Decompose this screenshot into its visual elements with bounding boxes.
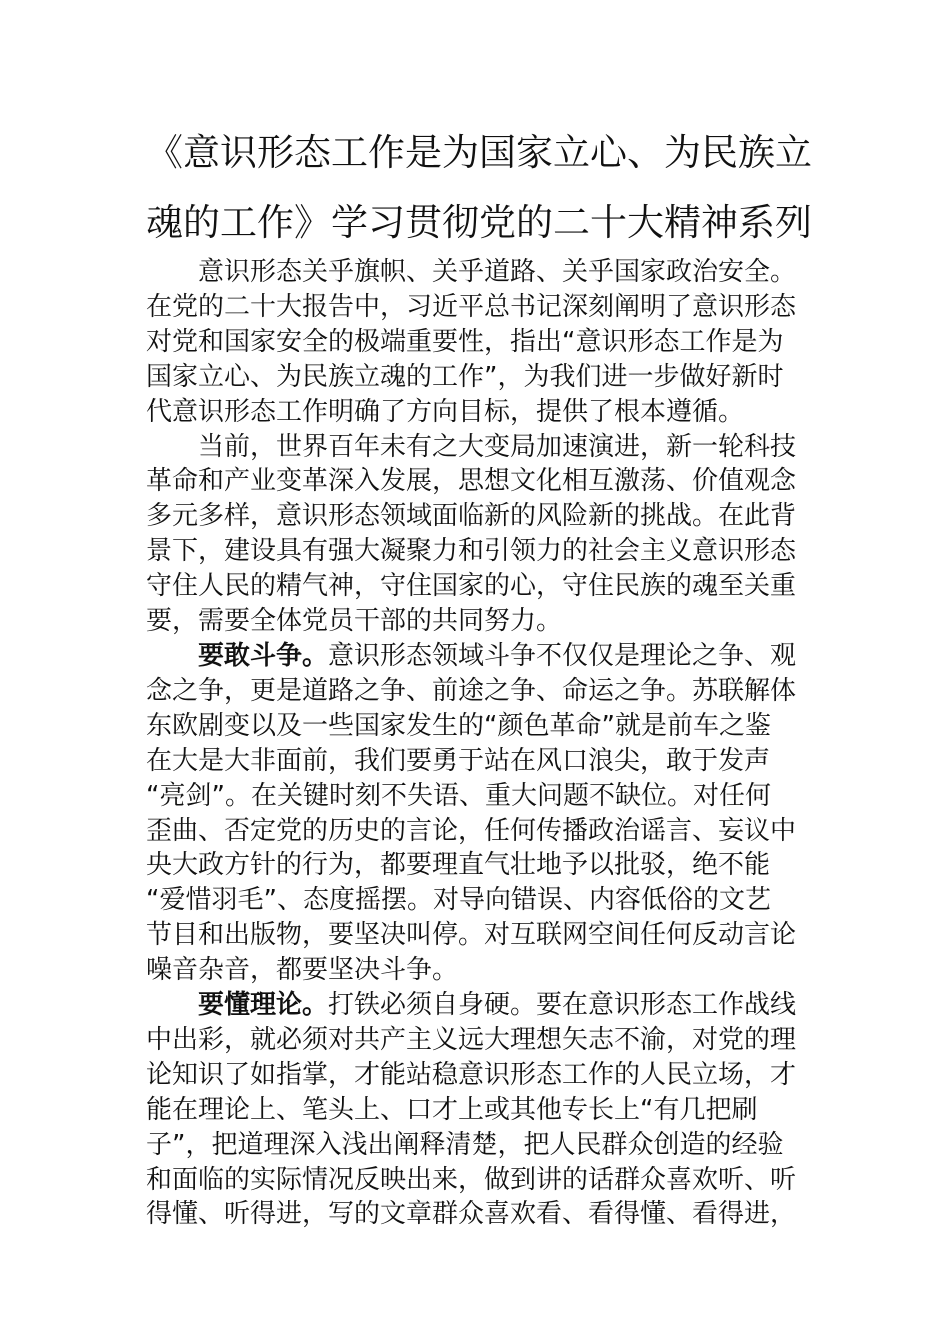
paragraph-context [146, 430, 810, 639]
text-line: 革命和产业变革深入发展，思想文化相互激荡、价值观念 [146, 466, 797, 497]
document-body [146, 255, 810, 1232]
text-line [146, 988, 810, 1023]
text-line: 子”，把道理深入浅出阐释清楚，把人民群众创造的经验 [146, 1129, 784, 1160]
text-line: 景下，建设具有强大凝聚力和引领力的社会主义意识形态 [146, 536, 797, 567]
text-line: 东欧剧变以及一些国家发生的“颜色革命”就是前车之鉴 [146, 710, 771, 741]
text-line: 守住人民的精气神，守住国家的心，守住民族的魂至关重 [146, 571, 797, 602]
text-line: 歪曲、否定党的历史的言论，任何传播政治谣言、妄议中 [146, 815, 797, 846]
paragraph-lead: 要懂理论。 [198, 990, 329, 1021]
text-line: 对党和国家安全的极端重要性，指出“意识形态工作是为 [146, 326, 784, 357]
text-line: 中出彩，就必须对共产主义远大理想矢志不渝，对党的理 [146, 1024, 797, 1055]
text-line: 代意识形态工作明确了方向目标，提供了根本遵循。 [146, 396, 745, 427]
text-line: 国家立心、为民族立魂的工作”，为我们进一步做好新时 [146, 361, 784, 392]
text-line: “爱惜羽毛”、态度摇摆。对导向错误、内容低俗的文艺 [146, 885, 771, 916]
text-line: 央大政方针的行为，都要理直气壮地予以批驳，绝不能 [146, 850, 771, 881]
paragraph-struggle [146, 639, 810, 988]
text-segment: 意识形态领域斗争不仅仅是理论之争、观 [328, 640, 797, 671]
title-line: 魂的工作》学习贯彻党的二十大精神系列 [146, 201, 812, 244]
text-line: 意识形态关乎旗帜、关乎道路、关乎国家政治安全。 [198, 257, 797, 287]
text-line: 和面临的实际情况反映出来，做到讲的话群众喜欢听、听 [146, 1164, 797, 1195]
text-line: 得懂、听得进，写的文章群众喜欢看、看得懂、看得进， [146, 1199, 797, 1230]
text-line: 论知识了如指掌，才能站稳意识形态工作的人民立场，才 [146, 1059, 797, 1090]
text-line: 在大是大非面前，我们要勇于站在风口浪尖，敢于发声 [146, 745, 771, 776]
paragraph-intro [146, 255, 810, 430]
text-line: 念之争，更是道路之争、前途之争、命运之争。苏联解体 [146, 675, 797, 706]
text-segment: 打铁必须自身硬。要在意识形态工作战线 [328, 990, 797, 1021]
text-line: 在党的二十大报告中，习近平总书记深刻阐明了意识形态 [146, 291, 797, 322]
paragraph-theory [146, 988, 810, 1232]
paragraph-lead: 要敢斗争。 [198, 640, 329, 671]
text-line: 多元多样，意识形态领域面临新的风险新的挑战。在此背 [146, 501, 797, 532]
text-line: 能在理论上、笔头上、口才上或其他专长上“有几把刷 [146, 1094, 758, 1125]
text-line: 当前，世界百年未有之大变局加速演进，新一轮科技 [198, 431, 797, 462]
text-line: 节目和出版物，要坚决叫停。对互联网空间任何反动言论 [146, 920, 797, 951]
text-line [146, 639, 810, 674]
text-line: 噪音杂音，都要坚决斗争。 [146, 955, 459, 986]
text-line: “亮剑”。在关键时刻不失语、重大问题不缺位。对任何 [146, 780, 771, 811]
text-line: 要，需要全体党员干部的共同努力。 [146, 606, 563, 637]
title-line: 《意识形态工作是为国家立心、为民族立 [146, 131, 812, 174]
document-title [146, 118, 810, 258]
